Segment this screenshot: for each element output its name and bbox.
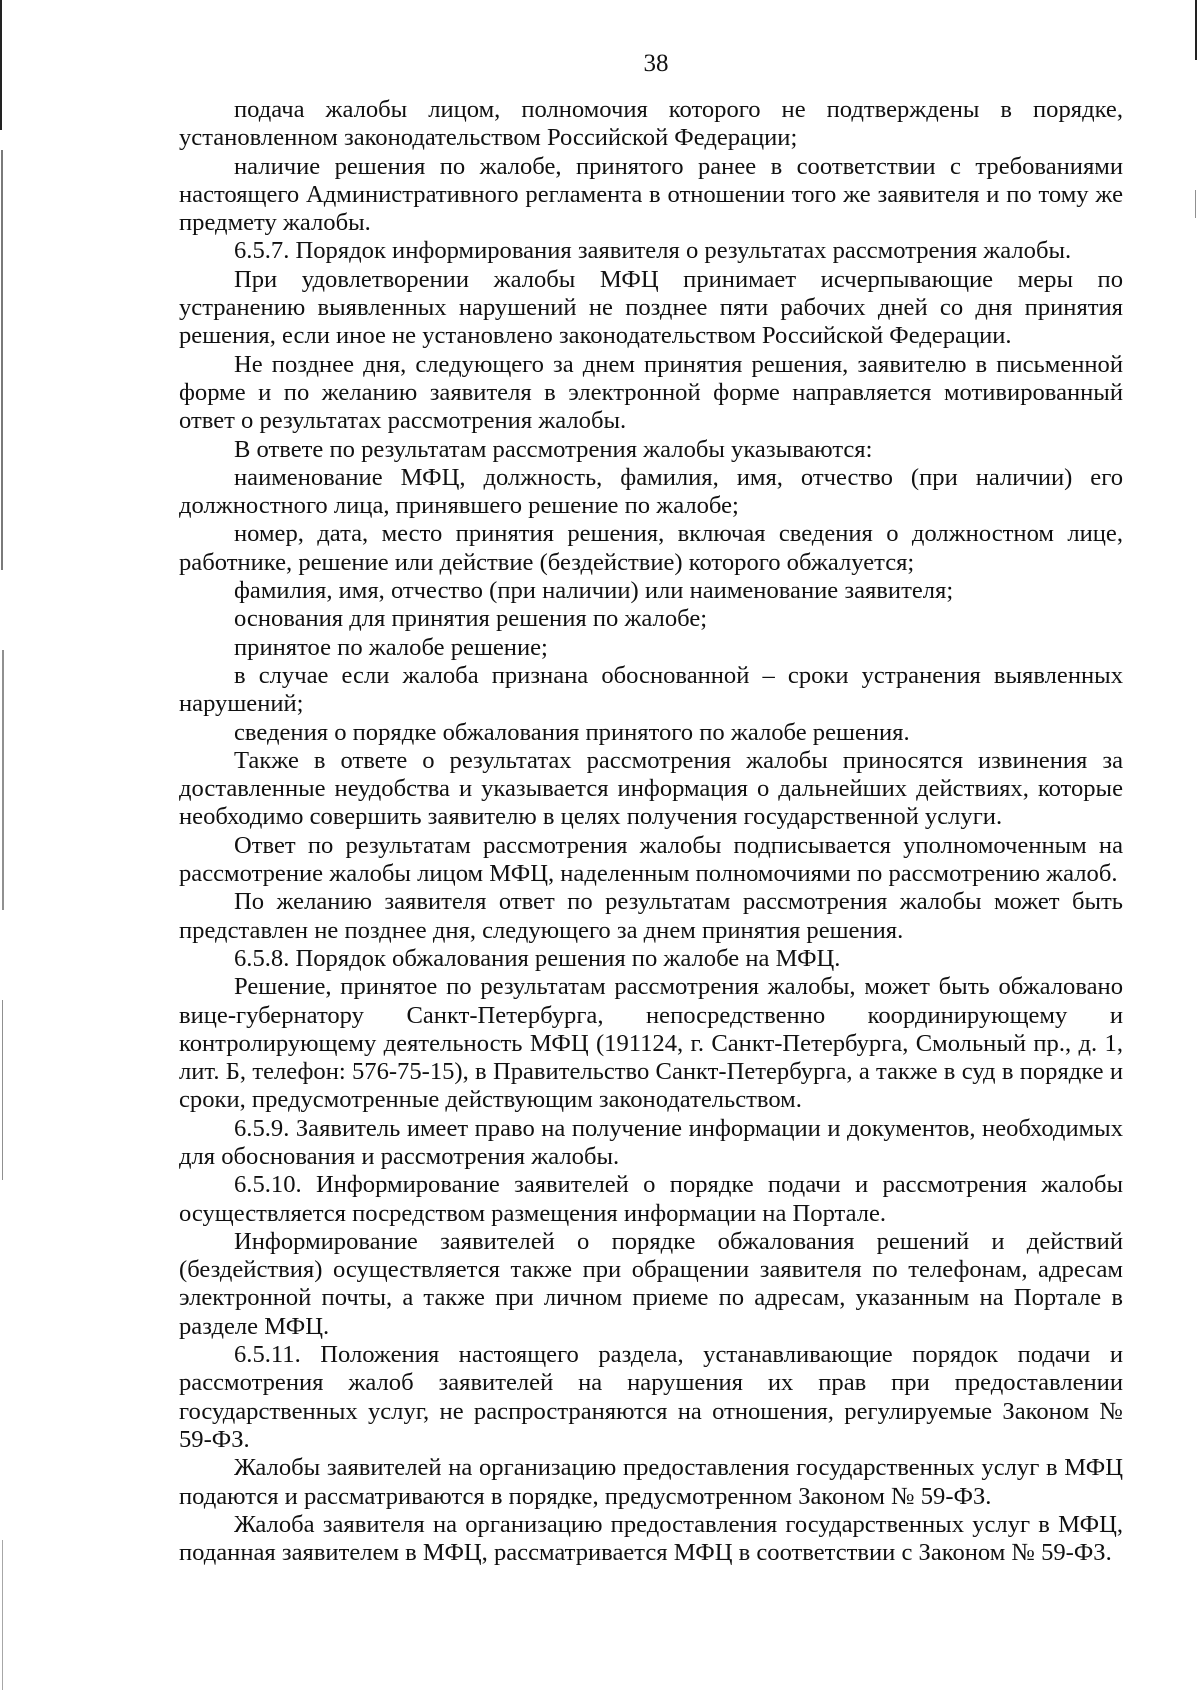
scan-artifact-left-edge [2, 650, 4, 910]
list-item: сведения о порядке обжалования принятого по жалобе решения. [234, 718, 910, 746]
list-item: наименование МФЦ, должность, фамилия, имя, отчество (при наличии) его должностного лица, принявшего решение по жалобе; [179, 463, 1123, 520]
paragraph: Ответ по результатам рассмотрения жалобы подписывается уполномоченным на рассмотрение жалобы лицом МФЦ, наделенным полномочиями по рассмотрению жалоб. [179, 831, 1123, 888]
section-paragraph: 6.5.9. Заявитель имеет право на получение информации и документов, необходимых для обоснования и рассмотрения жалобы. [179, 1114, 1123, 1170]
list-item: номер, дата, место принятия решения, включая сведения о должностном лице, работнике, решение или действие (бездействие) которого обжалуется; [179, 520, 1123, 576]
section-paragraph: 6.5.11. Положения настоящего раздела, устанавливающие порядок подачи и рассмотрения жалоб заявителей на нарушения их прав при предоставлении государственных услуг, не распространяются на отношения, регулируемые Законом № 59-ФЗ. [179, 1341, 1123, 1453]
paragraph: Не позднее дня, следующего за днем принятия решения, заявителю в письменной форме и по желанию заявителя в электронной форме направляется мотивированный ответ о результатах рассмотрения жалобы. [179, 350, 1123, 435]
paragraph: В ответе по результатам рассмотрения жалобы указываются: [234, 435, 873, 463]
paragraph: При удовлетворении жалобы МФЦ принимает исчерпывающие меры по устранению выявленных нарушений не позднее пяти рабочих дней со дня принятия решения, если иное не установлено законодательством Российской Федерации. [179, 265, 1123, 350]
scan-artifact-left-edge [2, 1000, 3, 1180]
scan-artifact-right-edge [1195, 190, 1196, 218]
scan-artifact-left-edge [1, 150, 3, 570]
section-heading: 6.5.7. Порядок информирования заявителя о результатах рассмотрения жалобы. [234, 237, 1072, 265]
paragraph: Жалобы заявителей на организацию предоставления государственных услуг в МФЦ подаются и рассматриваются в порядке, предусмотренном Законом № 59-ФЗ. [179, 1454, 1123, 1510]
paragraph: По желанию заявителя ответ по результатам рассмотрения жалобы может быть представлен не позднее дня, следующего за днем принятия решения. [179, 888, 1123, 944]
paragraph: подача жалобы лицом, полномочия которого не подтверждены в порядке, установленном законодательством Российской Федерации; [179, 96, 1123, 152]
paragraph: Решение, принятое по результатам рассмотрения жалобы, может быть обжаловано вице-губернатору Санкт-Петербурга, непосредственно координирующему и контролирующему деятельность МФЦ (191124, г. Санкт-Петербурга, Смольный пр., д. 1, лит. Б, телефон: 576-75-15), в Правительство Санкт-Петербурга, а также в суд в порядке и сроки, предусмотренные действующим законодательством. [179, 973, 1123, 1114]
paragraph: Информирование заявителей о порядке обжалования решений и действий (бездействия) осуществляется также при обращении заявителя по телефонам, адресам электронной почты, а также при личном приеме по адресам, указанным на Портале в разделе МФЦ. [179, 1227, 1123, 1340]
list-item: фамилия, имя, отчество (при наличии) или наименование заявителя; [234, 577, 954, 605]
paragraph: Жалоба заявителя на организацию предоставления государственных услуг в МФЦ, поданная заявителем в МФЦ, рассматривается МФЦ в соответствии с Законом № 59-ФЗ. [179, 1510, 1123, 1567]
paragraph: наличие решения по жалобе, принятого ранее в соответствии с требованиями настоящего Административного регламента в отношении того же заявителя и по тому же предмету жалобы. [179, 152, 1123, 237]
paragraph: Также в ответе о результатах рассмотрения жалобы приносятся извинения за доставленные неудобства и указывается информация о дальнейших действиях, которые необходимо совершить заявителю в целях получения государственной услуги. [179, 746, 1123, 831]
section-paragraph: 6.5.10. Информирование заявителей о порядке подачи и рассмотрения жалобы осуществляется посредством размещения информации на Портале. [179, 1171, 1123, 1227]
list-item: принятое по жалобе решение; [234, 633, 548, 661]
scan-artifact-left-edge [2, 1540, 3, 1690]
list-item: основания для принятия решения по жалобе; [234, 605, 708, 633]
page-number: 38 [643, 50, 669, 77]
list-item: в случае если жалоба признана обоснованной – сроки устранения выявленных нарушений; [179, 661, 1123, 718]
document-body [179, 96, 1123, 1567]
section-heading: 6.5.8. Порядок обжалования решения по жалобе на МФЦ. [234, 944, 841, 972]
